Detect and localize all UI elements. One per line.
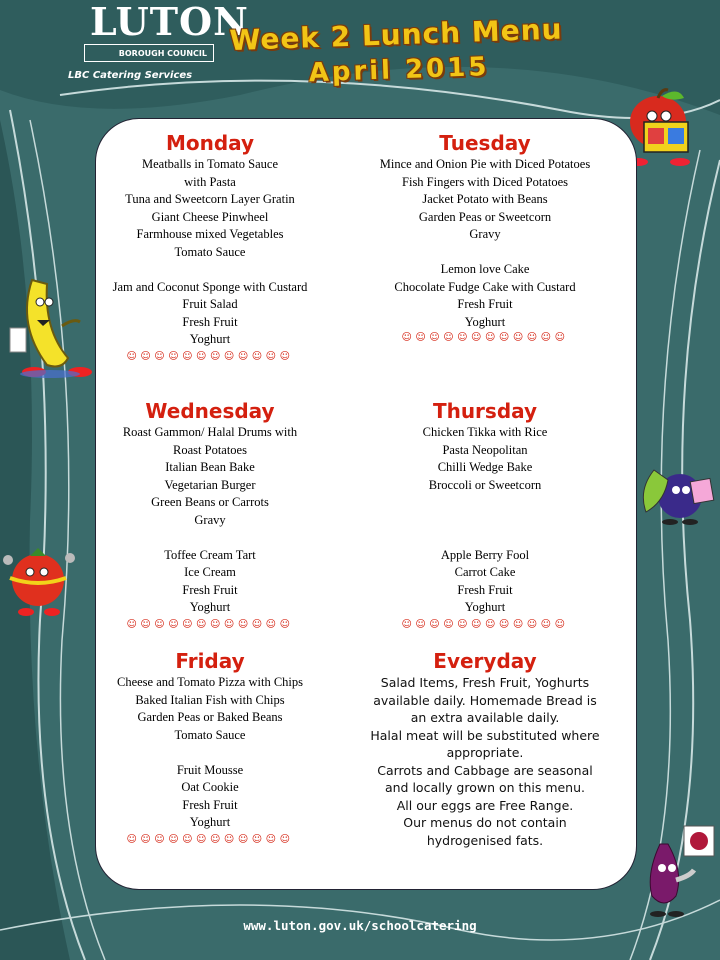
- menu-items: [355, 424, 615, 617]
- menu-item: Giant Cheese Pinwheel: [151, 209, 269, 224]
- menu-item: Garden Peas or Baked Beans: [137, 710, 283, 724]
- logo-wordmark: LUTON: [90, 0, 249, 44]
- menu-items: [90, 424, 330, 617]
- day-monday: [90, 130, 330, 362]
- menu-item: Roast Potatoes: [173, 442, 247, 457]
- menu-item: Roast Gammon/ Halal Drums with: [122, 425, 298, 439]
- note-line: hydrogenised fats.: [426, 832, 544, 848]
- day-heading: Wednesday: [145, 399, 275, 423]
- banana-waiter-clipart: [2, 270, 98, 380]
- note-line: All our eggs are Free Range.: [396, 797, 574, 813]
- menu-item: Baked Italian Fish with Chips: [135, 692, 285, 707]
- menu-item: Fresh Fruit: [457, 297, 513, 311]
- day-thursday: [355, 398, 615, 630]
- menu-item: Yoghurt: [189, 815, 231, 829]
- council-logo: [84, 0, 249, 62]
- menu-item: Mince and Onion Pie with Diced Potatoes: [379, 157, 591, 171]
- day-friday: [90, 648, 330, 845]
- menu-item: Fruit Salad: [182, 297, 238, 311]
- spacer: [90, 744, 330, 762]
- menu-item: with Pasta: [184, 174, 236, 189]
- menu-items: [90, 674, 330, 832]
- tomato-measuring-clipart: [0, 540, 80, 620]
- onion-clipart: [624, 824, 720, 920]
- spacer: [90, 261, 330, 279]
- smiley-row: ☺☺☺☺☺☺☺☺☺☺☺☺: [401, 618, 569, 630]
- menu-item: Cheese and Tomato Pizza with Chips: [116, 675, 304, 689]
- day-heading: Thursday: [432, 399, 538, 423]
- smiley-row: ☺☺☺☺☺☺☺☺☺☺☺☺: [401, 331, 569, 343]
- menu-items: [355, 156, 615, 331]
- note-line: appropriate.: [446, 745, 524, 760]
- logo-subtitle: BOROUGH COUNCIL: [118, 48, 207, 58]
- menu-item: Fresh Fruit: [182, 314, 238, 329]
- menu-item: Fresh Fruit: [182, 797, 238, 812]
- menu-item: Yoghurt: [189, 332, 231, 346]
- smiley-row: ☺☺☺☺☺☺☺☺☺☺☺☺: [126, 833, 294, 845]
- menu-item: Apple Berry Fool: [440, 547, 530, 562]
- logo-bar: [84, 44, 214, 62]
- day-everyday: [350, 648, 620, 849]
- menu-item: Yoghurt: [464, 314, 506, 329]
- note-line: Halal meat will be substituted where: [370, 727, 600, 743]
- menu-item: Gravy: [469, 227, 501, 241]
- menu-item: Meatballs in Tomato Sauce: [141, 157, 279, 171]
- menu-item: Ice Cream: [184, 565, 236, 579]
- menu-item: Green Beans or Carrots: [151, 495, 269, 509]
- day-heading: Tuesday: [439, 131, 531, 155]
- menu-item: Chicken Tikka with Rice: [422, 425, 548, 439]
- website-link[interactable]: www.luton.gov.uk/schoolcatering: [243, 918, 477, 933]
- menu-item: Chilli Wedge Bake: [437, 460, 533, 474]
- menu-item: Tomato Sauce: [174, 727, 246, 742]
- menu-item: Broccoli or Sweetcorn: [428, 477, 542, 492]
- menu-item: Tuna and Sweetcorn Layer Gratin: [125, 192, 295, 206]
- note-line: an extra available daily.: [410, 710, 560, 725]
- day-heading: Everyday: [433, 649, 537, 673]
- menu-item: Carrot Cake: [454, 565, 516, 579]
- menu-item: Pasta Neopolitan: [442, 442, 528, 457]
- menu-item: Yoghurt: [464, 600, 506, 614]
- menu-item: Jacket Potato with Beans: [422, 192, 548, 206]
- menu-item: Vegetarian Burger: [164, 477, 256, 492]
- menu-item: Garden Peas or Sweetcorn: [418, 209, 552, 224]
- day-tuesday: [355, 130, 615, 343]
- menu-item: Fruit Mousse: [176, 762, 244, 777]
- title-line-1: Week 2 Lunch Menu: [228, 12, 564, 58]
- menu-item: Farmhouse mixed Vegetables: [136, 227, 284, 241]
- title-line-2: April 2015: [308, 52, 490, 89]
- spacer: [355, 512, 615, 530]
- spacer: [355, 494, 615, 512]
- menu-title: [229, 12, 581, 91]
- note-line: Salad Items, Fresh Fruit, Yoghurts: [380, 675, 590, 690]
- menu-item: Chocolate Fudge Cake with Custard: [394, 279, 576, 294]
- smiley-row: ☺☺☺☺☺☺☺☺☺☺☺☺: [126, 350, 294, 362]
- menu-item: Tomato Sauce: [174, 244, 246, 259]
- menu-item: Fish Fingers with Diced Potatoes: [402, 174, 568, 189]
- spacer: [90, 529, 330, 547]
- menu-item: Jam and Coconut Sponge with Custard: [112, 279, 308, 294]
- menu-item: Oat Cookie: [181, 780, 239, 794]
- day-wednesday: [90, 398, 330, 630]
- menu-item: Gravy: [194, 512, 226, 527]
- menu-item: Italian Bean Bake: [165, 460, 255, 474]
- note-line: and locally grown on this menu.: [384, 780, 586, 795]
- day-heading: Monday: [165, 131, 255, 155]
- service-name: LBC Catering Services: [68, 70, 193, 81]
- day-heading: Friday: [175, 649, 245, 673]
- menu-item: Lemon love Cake: [440, 262, 530, 276]
- menu-item: Yoghurt: [189, 600, 231, 614]
- spacer: [355, 529, 615, 547]
- menu-item: Fresh Fruit: [457, 582, 513, 597]
- spacer: [355, 244, 615, 262]
- smiley-row: ☺☺☺☺☺☺☺☺☺☺☺☺: [126, 618, 294, 630]
- menu-items: [90, 156, 330, 349]
- everyday-notes: [350, 674, 620, 849]
- menu-item: Toffee Cream Tart: [164, 547, 256, 562]
- menu-item: Fresh Fruit: [182, 582, 238, 597]
- note-line: Carrots and Cabbage are seasonal: [377, 762, 593, 778]
- note-line: available daily. Homemade Bread is: [373, 692, 597, 708]
- note-line: Our menus do not contain: [403, 815, 567, 830]
